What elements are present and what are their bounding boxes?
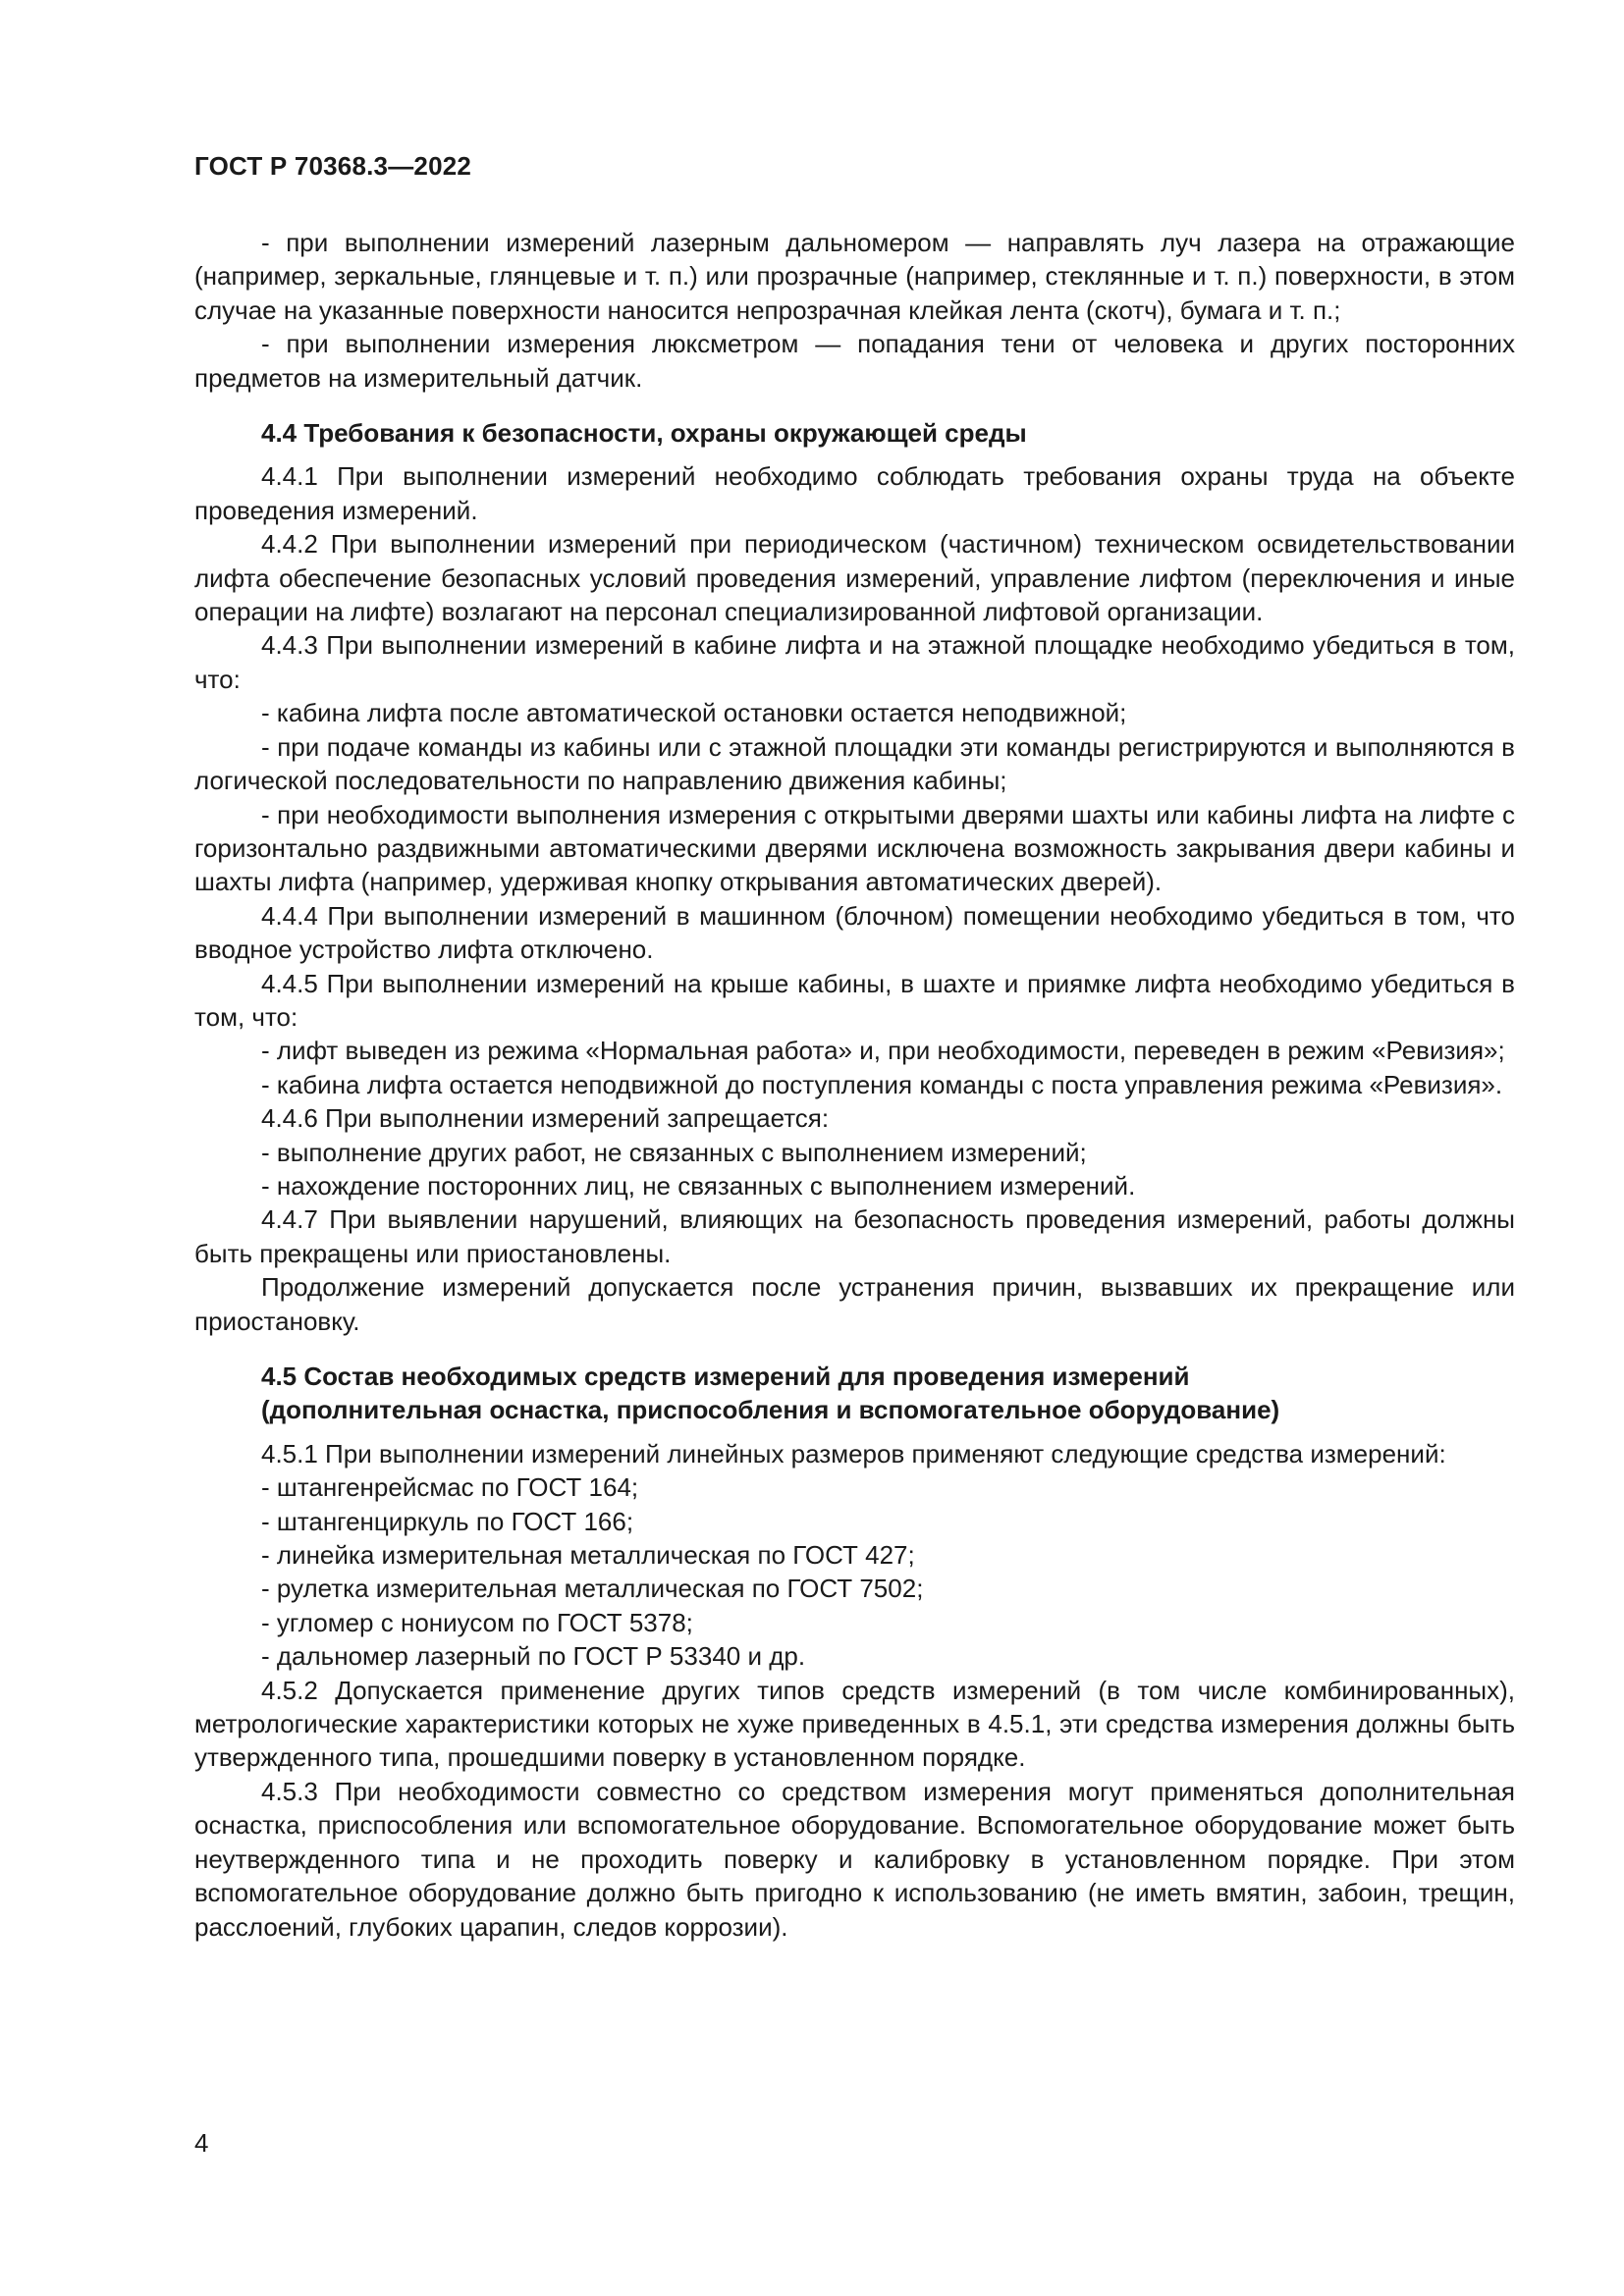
- paragraph: 4.5.2 Допускается применение других типов средств измерений (в том числе комбинированных), метрологические характеристики которых не хуже приведенных в 4.5.1, эти средства измерения должны быть утвержденного типа, прошедшими поверку в установленном порядке.: [194, 1675, 1515, 1773]
- paragraph: 4.4.5 При выполнении измерений на крыше кабины, в шахте и приямке лифта необходимо убедиться в том, что:: [194, 968, 1515, 1032]
- list-item: - линейка измерительная металлическая по ГОСТ 427;: [261, 1540, 915, 1571]
- paragraph: 4.4.4 При выполнении измерений в машинном (блочном) помещении необходимо убедиться в том, что вводное устройство лифта отключено.: [194, 900, 1515, 965]
- paragraph: 4.5.1 При выполнении измерений линейных размеров применяют следующие средства измерений:: [261, 1438, 1446, 1468]
- list-item: - выполнение других работ, не связанных с выполнением измерений;: [261, 1137, 1087, 1167]
- section-heading-line: (дополнительная оснастка, приспособления и вспомогательное оборудование): [261, 1395, 1280, 1425]
- section-heading-4-4: 4.4 Требования к безопасности, охраны окружающей среды: [261, 418, 1027, 449]
- section-heading-line: 4.5 Состав необходимых средств измерений для проведения измерений: [261, 1362, 1190, 1391]
- list-item: - лифт выведен из режима «Нормальная работа» и, при необходимости, переведен в режим «Ревизия»;: [261, 1036, 1505, 1066]
- paragraph: 4.4.2 При выполнении измерений при периодическом (частичном) техническом освидетельствовании лифта обеспечение безопасных условий проведения измерений, управление лифтом (переключения и иные операции на лифте) возлагают на персонал специализированной лифтовой организации.: [194, 529, 1515, 627]
- list-item: - угломер с нониусом по ГОСТ 5378;: [261, 1607, 693, 1637]
- paragraph: 4.5.3 При необходимости совместно со средством измерения могут применяться дополнительная оснастка, приспособления или вспомогательное оборудование. Вспомогательное оборудование может быть неутвержденного типа и не проходить поверку и калибровку в установленном порядке. При этом вспомогательное оборудование должно быть пригодно к использованию (не иметь вмятин, забоин, трещин, расслоений, глубоких царапин, следов коррозии).: [194, 1776, 1515, 1942]
- paragraph: - при выполнении измерений лазерным дальномером — направлять луч лазера на отражающие (например, зеркальные, глянцевые и т. п.) или прозрачные (например, стеклянные и т. п.) поверхности, в этом случае на указанные поверхности наносится непрозрачная клейкая лента (скотч), бумага и т. п.;: [194, 228, 1515, 325]
- paragraph: 4.4.3 При выполнении измерений в кабине лифта и на этажной площадке необходимо убедиться в том, что:: [194, 630, 1515, 694]
- list-item: - дальномер лазерный по ГОСТ Р 53340 и др.: [261, 1641, 806, 1672]
- list-item: - при необходимости выполнения измерения с открытыми дверями шахты или кабины лифта на лифте с горизонтально раздвижными автоматическими дверями исключена возможность закрывания двери кабины и шахты лифта (например, удерживая кнопку открывания автоматических дверей).: [194, 799, 1515, 897]
- list-item: - при подаче команды из кабины или с этажной площадки эти команды регистрируются и выполняются в логической последовательности по направлению движения кабины;: [194, 731, 1515, 796]
- paragraph: Продолжение измерений допускается после устранения причин, вызвавших их прекращение или приостановку.: [194, 1272, 1515, 1336]
- list-item: - кабина лифта после автоматической остановки остается неподвижной;: [261, 698, 1127, 728]
- page-number: 4: [194, 2128, 209, 2158]
- list-item: - нахождение посторонних лиц, не связанных с выполнением измерений.: [261, 1170, 1136, 1201]
- section-heading-4-5: [261, 1360, 1515, 1427]
- document-header: ГОСТ Р 70368.3—2022: [194, 151, 472, 181]
- paragraph: 4.4.7 При выявлении нарушений, влияющих на безопасность проведения измерений, работы должны быть прекращены или приостановлены.: [194, 1204, 1515, 1268]
- list-item: - штангенрейсмас по ГОСТ 164;: [261, 1472, 639, 1503]
- paragraph: 4.4.1 При выполнении измерений необходимо соблюдать требования охраны труда на объекте проведения измерений.: [194, 461, 1515, 525]
- paragraph: 4.4.6 При выполнении измерений запрещается:: [261, 1103, 830, 1134]
- list-item: - штангенциркуль по ГОСТ 166;: [261, 1506, 634, 1536]
- paragraph: - при выполнении измерения люксметром — попадания тени от человека и других посторонних предметов на измерительный датчик.: [194, 329, 1515, 393]
- list-item: - кабина лифта остается неподвижной до поступления команды с поста управления режима «Ревизия».: [261, 1069, 1503, 1099]
- list-item: - рулетка измерительная металлическая по ГОСТ 7502;: [261, 1574, 924, 1604]
- document-body: [194, 226, 1515, 1944]
